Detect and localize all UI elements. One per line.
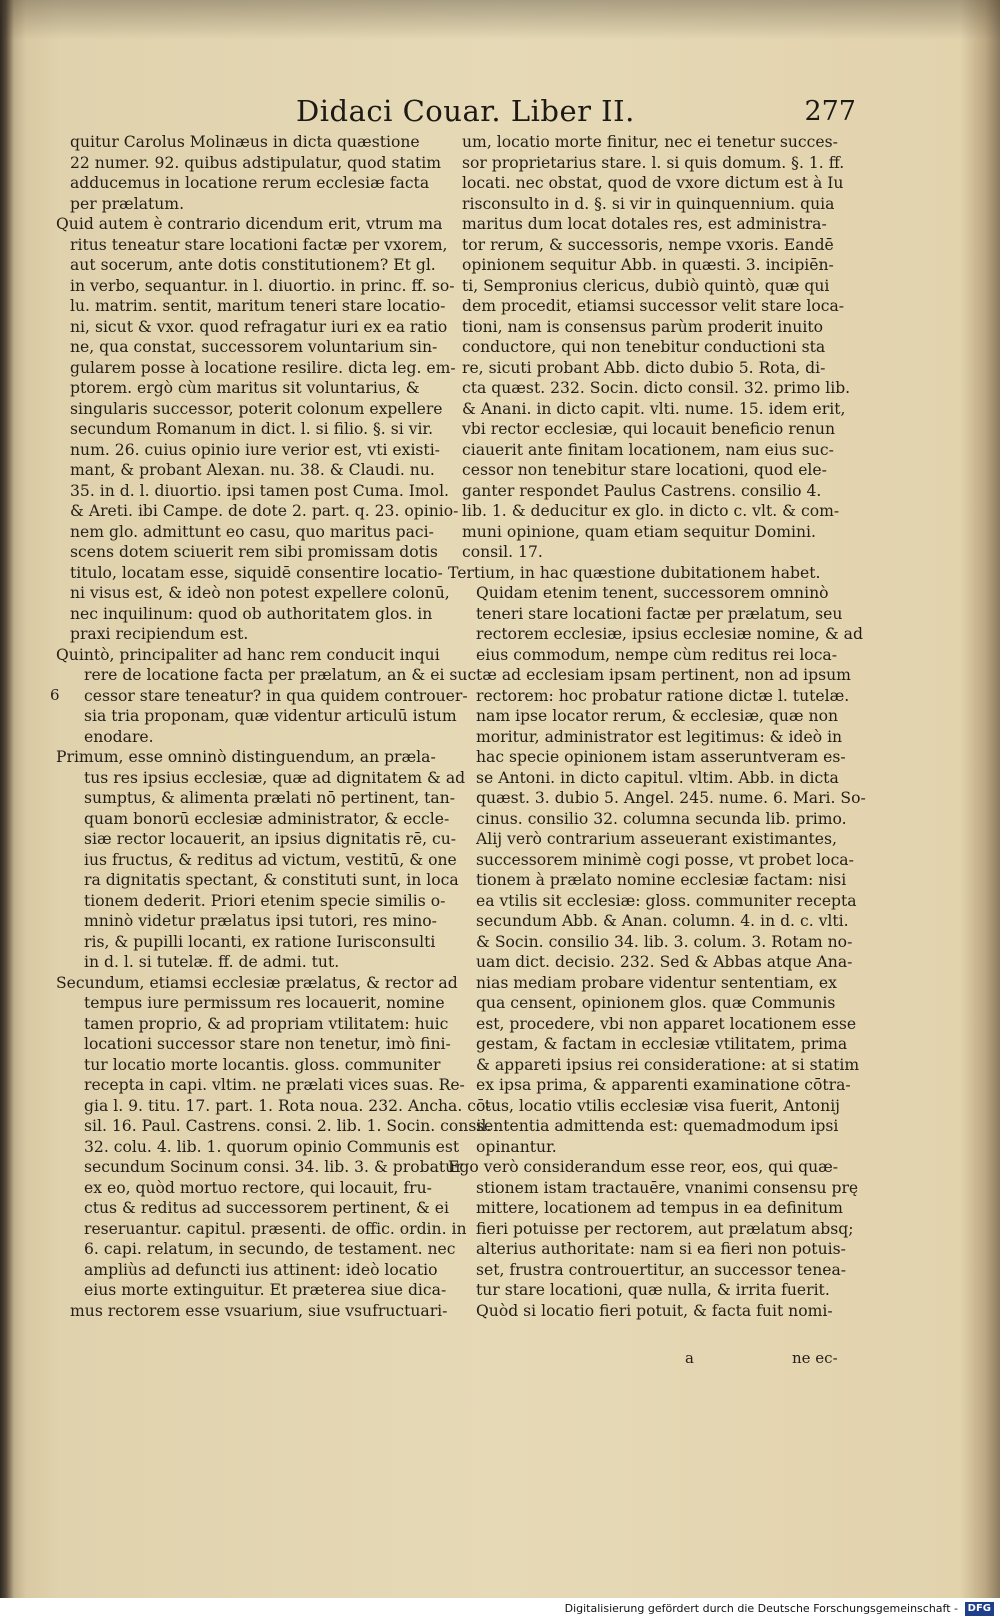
text-line: sor proprietarius stare. l. si quis domum. §. 1. ff. [462,153,845,172]
text-line: cessor non tenebitur stare locationi, quod ele- [462,461,827,479]
text-line: ne, qua constat, successorem voluntarium sin- [70,338,438,356]
text-line: lib. 1. & deducitur ex glo. in dicto c. vlt. & com- [462,502,840,520]
text-line: quam bonorū ecclesiæ administrator, & eccle- [84,809,450,828]
text-line: quæst. 3. dubio 5. Angel. 245. nume. 6. Mari. So- [476,789,866,807]
text-line: secundum Abb. & Anan. column. 4. in d. c. vlti. [476,912,849,930]
text-line: ampliùs ad defuncti ius attinent: ideò locatio [84,1260,438,1279]
text-line: per prælatum. [70,194,185,213]
text-line: mninò videtur prælatus ipsi tutori, res mino- [84,912,437,930]
text-line: alterius authoritate: nam si ea fieri non potuis- [476,1240,846,1258]
text-line: ea vtilis sit ecclesiæ: gloss. communiter recepta [476,891,857,910]
text-line: est, procedere, vbi non apparet locationem esse [476,1014,857,1033]
footer-credit: Digitalisierung gefördert durch die Deutsche Forschungsgemeinschaft - [564,1602,958,1615]
text-line: maritus dum locat dotales res, est administra- [462,215,827,233]
text-line: gia l. 9. titu. 17. part. 1. Rota noua. 232. Ancha. cō- [84,1096,491,1115]
text-line: cessor stare teneatur? in qua quidem controuer- [84,686,468,705]
text-line: tæ ad ecclesiam ipsam pertinent, non ad ipsum [476,666,851,684]
text-line: 22 numer. 92. quibus adstipulatur, quod statim [70,153,442,172]
text-line: titulo, locatam esse, siquidē consentire locatio- [70,563,443,582]
text-line: gularem posse à locatione resilire. dicta leg. em- [70,358,456,377]
text-line: mittere, locationem ad tempus in ea definitum [476,1199,843,1217]
text-line: qua censent, opinionem glos. quæ Communis [476,994,836,1012]
text-line: Quòd si locatio fieri potuit, & facta fuit nomi- [476,1301,833,1320]
text-line: ptorem. ergò cùm maritus sit voluntarius, & [70,379,420,397]
text-line: consil. 17. [462,543,543,561]
text-line: singularis successor, poterit colonum expellere [70,399,443,418]
text-line: ius fructus, & reditus ad victum, vestitū, & one [84,850,457,869]
text-line: ciauerit ante finitam locationem, nam eius suc- [462,440,834,459]
left-text-column [56,132,492,1321]
text-line: conductore, qui non tenebitur conductioni sta [462,338,826,356]
text-line: mus rectorem esse vsuarium, siue vsufructuari- [70,1301,448,1320]
text-line: locationi successor stare non tenetur, imò fini- [84,1035,451,1053]
text-line: ganter respondet Paulus Castrens. consilio 4. [462,481,822,500]
text-line: scens dotem sciuerit rem sibi promissam dotis [70,543,438,561]
text-line: ritus teneatur stare locationi factæ per vxorem, [70,235,448,254]
text-line: risconsulto in d. §. si vir in quinquennium. quia [462,194,835,213]
text-line: uam dict. decisio. 232. Sed & Abbas atque Ana- [476,953,853,971]
text-line: re, sicuti probant Abb. dicto dubio 5. Rota, di- [462,358,826,377]
text-line: rere de locatione facta per prælatum, an & ei suc [84,666,477,684]
text-line: Ego verò considerandum esse reor, eos, qui quæ- [448,1158,839,1176]
catchword: ne ec- [792,1349,838,1367]
text-line: 35. in d. l. diuortio. ipsi tamen post Cuma. Imol. [70,481,450,500]
text-line: cinus. consilio 32. columna secunda lib. primo. [476,809,847,828]
text-line: 32. colu. 4. lib. 1. quorum opinio Communis est [84,1137,460,1156]
text-line: ris, & pupilli locanti, ex ratione Iurisconsulti [84,932,436,951]
text-line: tempus iure permissum res locauerit, nomine [84,994,445,1012]
text-line: cta quæst. 232. Socin. dicto consil. 32. primo lib. [462,379,851,397]
text-line: ti, Sempronius clericus, dubiò quintò, quæ qui [462,276,830,295]
text-line: dem procedit, etiamsi successor velit stare loca- [462,297,845,315]
text-line: sumptus, & alimenta prælati nō pertinent, tan- [84,789,455,807]
text-line: Quintò, principaliter ad hanc rem conducit inqui [56,645,440,664]
text-line: num. 26. cuius opinio iure verior est, vti existi- [70,440,440,459]
text-line: recepta in capi. vltim. ne prælati vices suas. Re- [84,1076,465,1094]
text-line: um, locatio morte finitur, nec ei tenetur succes- [462,133,838,151]
text-line: ctus & reditus ad successorem pertinent, & ei [84,1199,450,1217]
text-line: tor rerum, & successoris, nempe vxoris. Eandē [462,235,834,254]
text-line: siæ rector locauerit, an ipsius dignitatis rē, cu- [84,830,457,848]
text-line: & appareti ipsius rei consideratione: at si statim [476,1055,860,1074]
text-line: secundum Romanum in dict. l. si filio. §. si vir. [70,420,434,438]
text-line: tamen proprio, & ad propriam vtilitatem: huic [84,1014,449,1033]
text-line: rectorem ecclesiæ, ipsius ecclesiæ nomine, & ad [476,625,863,643]
text-line: nec inquilinum: quod ob authoritatem glos. in [70,604,433,623]
text-line: Alij verò contrarium asseuerant existimantes, [476,830,837,848]
text-line: moritur, administrator est legitimus: & ideò in [476,727,843,746]
text-line: tur stare locationi, quæ nulla, & irrita fuerit. [476,1281,830,1299]
text-line: in d. l. si tutelæ. ff. de admi. tut. [84,953,340,971]
text-line: Tertium, in hac quæstione dubitationem habet. [448,563,821,582]
text-line: aut socerum, ante dotis constitutionem? Et gl. [70,256,436,274]
text-line: opinionem sequitur Abb. in quæsti. 3. incipiēn- [462,256,834,274]
text-line: tionem dederit. Priori etenim specie similis o- [84,891,446,910]
text-line: hac specie opinionem istam asseruntveram es- [476,748,846,766]
text-line: ex ipsa prima, & apparenti examinatione cōtra- [476,1076,851,1094]
text-line: nias mediam probare videntur sententiam, ex [476,973,837,992]
text-line: tionem à prælato nomine ecclesiæ factam: nisi [476,871,847,889]
text-line: Quidam etenim tenent, successorem omninò [476,584,829,602]
digitization-footer [0,1598,1000,1621]
text-line: eius commodum, nempe cùm reditus rei loca- [476,645,837,664]
right-text-column [448,132,866,1321]
text-line: opinantur. [476,1137,557,1156]
text-line: ni, sicut & vxor. quod refragatur iuri ex ea ratio [70,317,448,336]
text-line: eius morte extinguitur. Et præterea siue dica- [84,1281,447,1299]
text-line: fieri potuisse per rectorem, aut prælatum absq; [476,1219,854,1238]
text-line: muni opinione, quam etiam sequitur Domini. [462,522,816,541]
text-line: sia tria proponam, quæ videntur articulū istum [84,707,457,725]
text-line: tus res ipsius ecclesiæ, quæ ad dignitatem & ad [84,768,466,787]
text-line: & Areti. ibi Campe. de dote 2. part. q. 23. opinio- [70,502,459,520]
text-line: stionem istam tractauēre, vnanimi consensu prę [476,1178,859,1197]
text-line: praxi recipiendum est. [70,625,249,643]
dfg-logo: DFG [965,1602,994,1616]
text-line: sil. 16. Paul. Castrens. consi. 2. lib. 1. Socin. consil. [84,1117,492,1135]
text-line: 6. capi. relatum, in secundo, de testament. nec [84,1240,456,1258]
margin-number: 6 [50,686,60,704]
text-line: teneri stare locationi factæ per prælatum, seu [476,604,843,623]
text-line: ni visus est, & ideò non potest expellere colonū, [70,584,450,602]
text-line: reseruantur. capitul. præsenti. de offic. ordin. in [84,1219,467,1238]
text-line: secundum Socinum consi. 34. lib. 3. & probatur [84,1158,463,1176]
text-line: Quid autem è contrario dicendum erit, vtrum ma [56,215,443,233]
text-line: Secundum, etiamsi ecclesiæ prælatus, & rector ad [56,973,458,992]
text-line: nam ipse locator rerum, & ecclesiæ, quæ non [476,707,839,725]
text-line: & Anani. in dicto capit. vlti. nume. 15. idem erit, [462,399,846,418]
text-line: ctus, locatio vtilis ecclesiæ visa fuerit, Antonij [476,1096,841,1115]
text-line: rectorem: hoc probatur ratione dictæ l. tutelæ. [476,686,850,705]
text-line: nem glo. admittunt eo casu, quo maritus paci- [70,522,434,541]
text-line: enodare. [84,727,154,746]
text-line: ra dignitatis spectant, & constituti sunt, in loca [84,871,459,889]
text-line: lu. matrim. sentit, maritum teneri stare locatio- [70,297,446,315]
text-line: successorem minimè cogi posse, vt probet loca- [476,850,854,869]
text-line: in verbo, sequantur. in l. diuortio. in princ. ff. so- [70,276,455,295]
text-line: & Socin. consilio 34. lib. 3. colum. 3. Rotam no- [476,932,853,951]
folio-number: 277 [804,96,856,127]
text-line: set, frustra controuertitur, an successor tenea- [476,1260,847,1279]
text-line: tioni, nam is consensus parùm proderit inuito [462,317,823,336]
running-head-title: Didaci Couar. Liber II. [296,94,635,128]
text-line: gestam, & factam in ecclesiæ vtilitatem, prima [476,1035,848,1053]
running-head [296,94,856,134]
text-line: quitur Carolus Molinæus in dicta quæstione [70,133,420,151]
signature-mark: a [685,1349,694,1367]
text-line: adducemus in locatione rerum ecclesiæ facta [70,174,430,192]
text-line: vbi rector ecclesiæ, qui locauit beneficio renun [462,420,836,438]
text-line: Primum, esse omninò distinguendum, an præla- [56,748,436,766]
text-line: locati. nec obstat, quod de vxore dictum est à Iu [462,174,844,192]
text-line: sententia admittenda est: quemadmodum ipsi [476,1117,839,1135]
text-line: mant, & probant Alexan. nu. 38. & Claudi. nu. [70,461,435,479]
text-line: se Antoni. in dicto capitul. vltim. Abb. in dicta [476,768,839,787]
text-line: tur locatio morte locantis. gloss. communiter [84,1055,441,1074]
text-line: ex eo, quòd mortuo rectore, qui locauit, fru- [84,1178,432,1197]
